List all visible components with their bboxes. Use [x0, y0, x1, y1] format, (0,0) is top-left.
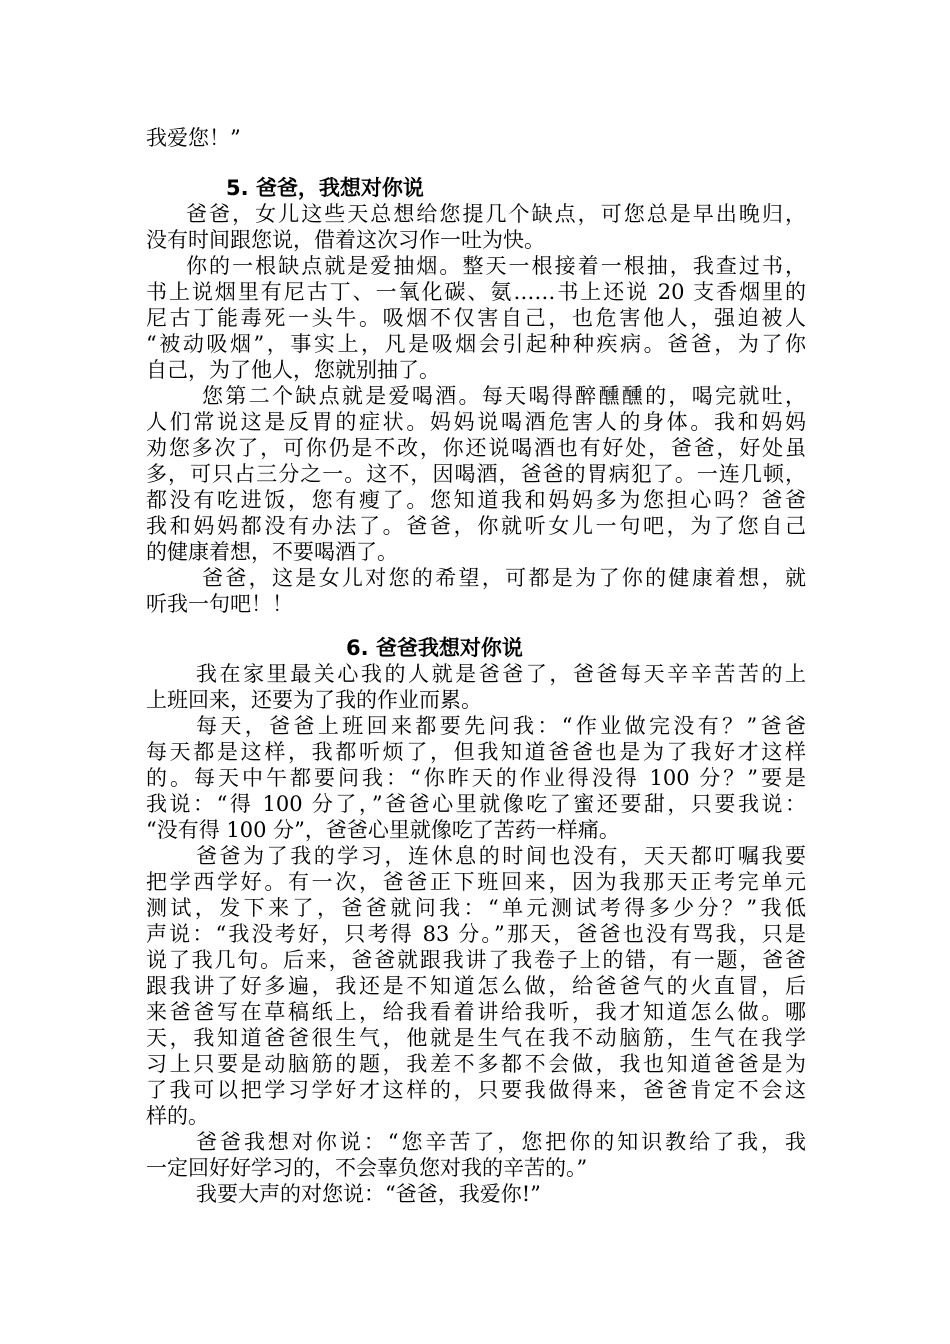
text-line: 都没有吃进饭，您有瘦了。您知道我和妈妈多为您担心吗？爸爸: [146, 488, 806, 512]
text-line: “没有得 100 分”，爸爸心里就像吃了苦药一样痛。: [146, 818, 620, 842]
text-line: “被动吸烟”，事实上，凡是吸烟会引起种种疾病。爸爸，为了你: [146, 332, 806, 356]
text-line: 上班回来，还要为了我的作业而累。: [146, 688, 482, 712]
text-line: 书上说烟里有尼古丁、一氧化碳、氨……书上还说 20 支香烟里的: [146, 280, 806, 304]
text-line: 你的一根缺点就是爱抽烟。整天一根接着一根抽，我查过书，: [186, 254, 806, 278]
text-line: 的健康着想，不要喝酒了。: [146, 540, 398, 564]
text-line: 人们常说这是反胃的症状。妈妈说喝酒危害人的身体。我和妈妈: [146, 410, 806, 434]
text-line: 的。每天中午都要问我：“你昨天的作业得没得 100 分？”要是: [146, 766, 806, 790]
text-line: 了我可以把学习学好才这样的，只要我做得来，爸爸肯定不会这: [146, 1078, 806, 1102]
text-line: 跟我讲了好多遍，我还是不知道怎么做，给爸爸气的火直冒，后: [146, 974, 806, 998]
text-line: 自己，为了他人，您就别抽了。: [146, 358, 440, 382]
text-line: 习上只要是动脑筋的题，我差不多都不会做，我也知道爸爸是为: [146, 1052, 806, 1076]
text-line: 每天，爸爸上班回来都要先问我：“作业做完没有？”爸爸: [196, 714, 806, 738]
text-line: 把学西学好。有一次，爸爸正下班回来，因为我那天正考完单元: [146, 870, 806, 894]
section-heading-5: 5. 爸爸，我想对你说: [226, 176, 424, 200]
text-line: 爸爸，这是女儿对您的希望，可都是为了你的健康着想，就: [202, 566, 806, 590]
text-line: 您第二个缺点就是爱喝酒。每天喝得醉醺醺的，喝完就吐，: [202, 384, 806, 408]
text-line: 说了我几句。后来，爸爸就跟我讲了我卷子上的错，有一题，爸爸: [146, 948, 806, 972]
text-line: 测试，发下来了，爸爸就问我：“单元测试考得多少分？”我低: [146, 896, 806, 920]
text-line: 我在家里最关心我的人就是爸爸了，爸爸每天辛辛苦苦的上: [196, 662, 806, 686]
text-line: 多，可只占三分之一。这不，因喝酒，爸爸的胃病犯了。一连几顿，: [146, 462, 806, 486]
text-line: 我要大声的对您说：“爸爸，我爱你!”: [196, 1182, 541, 1206]
text-line: 爸爸我想对你说：“您辛苦了，您把你的知识教给了我，我: [196, 1130, 806, 1154]
text-line: 劝您多次了，可你仍是不改，你还说喝酒也有好处，爸爸，好处虽: [146, 436, 806, 460]
text-line: 尼古丁能毒死一头牛。吸烟不仅害自己，也危害他人，强迫被人: [146, 306, 806, 330]
text-line: 我说：“得 100 分了，”爸爸心里就像吃了蜜还要甜，只要我说：: [146, 792, 806, 816]
text-line: 听我一句吧！！: [146, 592, 293, 616]
text-line: 爸爸为了我的学习，连休息的时间也没有，天天都叮嘱我要: [196, 844, 806, 868]
text-line: 没有时间跟您说，借着这次习作一吐为快。: [146, 228, 545, 252]
text-line: 天，我知道爸爸很生气，他就是生气在我不动脑筋，生气在我学: [146, 1026, 806, 1050]
text-line: 爸爸，女儿这些天总想给您提几个缺点，可您总是早出晚归，: [186, 202, 806, 226]
text-line: 我和妈妈都没有办法了。爸爸，你就听女儿一句吧，为了您自己: [146, 514, 806, 538]
text-line: 来爸爸写在草稿纸上，给我看着讲给我听，我才知道怎么做。哪: [146, 1000, 806, 1024]
text-line: 声说：“我没考好，只考得 83 分。”那天，爸爸也没有骂我，只是: [146, 922, 806, 946]
text-line: 样的。: [146, 1104, 209, 1128]
text-line: 每天都是这样，我都听烦了，但我知道爸爸也是为了我好才这样: [146, 740, 806, 764]
text-line: 一定回好好学习的，不会辜负您对我的辛苦的。”: [146, 1156, 588, 1180]
text-line: 我爱您！”: [146, 126, 241, 150]
section-heading-6: 6. 爸爸我想对你说: [346, 636, 523, 660]
